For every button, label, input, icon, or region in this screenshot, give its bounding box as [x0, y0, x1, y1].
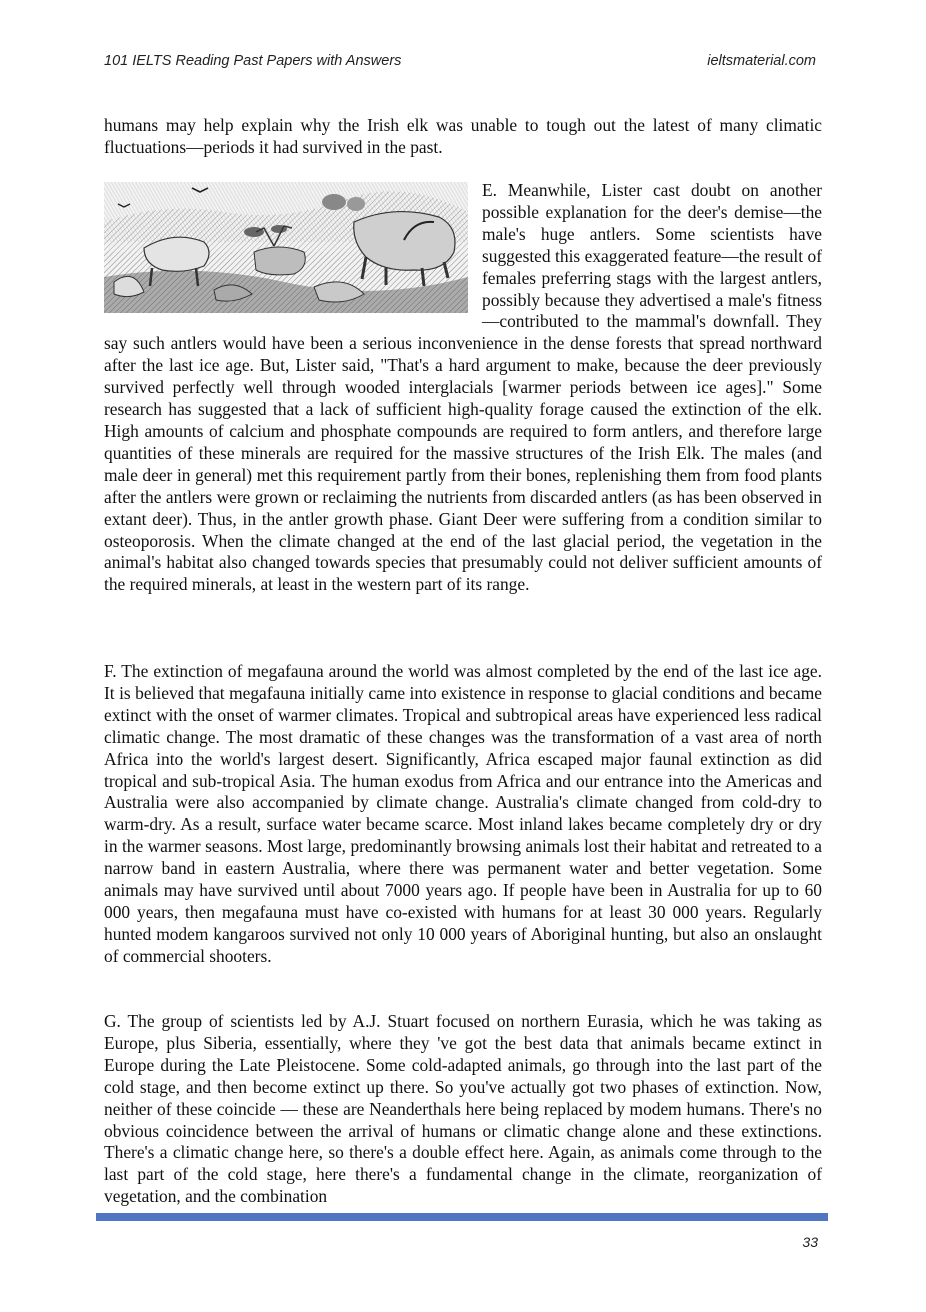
- paragraph-f: F. The extinction of megafauna around the world was almost completed by the end of the last ice age. It is believed that megafauna initially came into existence in response to glacial conditions and became extinct with the onset of warmer climates. Tropical and subtropical areas have experienced less radical climatic change. The most dramatic of these changes was the transformation of a vast area of north Africa into the world's largest desert. Significantly, Africa escaped major faunal extinction as did tropical and sub-tropical Asia. The human exodus from Africa and our entrance into the Americas and Australia were also accompanied by climate change. Australia's climate changed from cold-dry to warm-dry. As a result, surface water became scarce. Most inland lakes became completely dry or dry in the warmer seasons. Most large, predominantly browsing animals lost their habitat and retreated to a narrow band in eastern Australia, where there was permanent water and better vegetation. Some animals may have survived until about 7000 years ago. If people have been in Australia for up to 60 000 years, then megafauna must have co-existed with humans for at least 30 000 years. Regularly hunted modem kangaroos survived not only 10 000 years of Aboriginal hunting, but also an onslaught of commercial shooters.: [104, 661, 822, 966]
- paragraph-continuation: humans may help explain why the Irish elk was unable to tough out the latest of many climatic fluctuations—periods it had survived in the past.: [104, 115, 822, 157]
- page-number: 33: [802, 1234, 818, 1250]
- footer-rule: [96, 1213, 828, 1221]
- paragraph-e: E. Meanwhile, Lister cast doubt on another possible explanation for the deer's demise—the male's huge antlers. Some scientists have suggested this exaggerated feature—the result of females preferring stags with the largest antlers, possibly because they advertised a male's fitness —contributed to the mammal's downfall. They say such antlers would have been a serious inconvenience in the dense forests that spread northward after the last ice age. But, Lister said, "That's a hard argument to make, because the deer previously survived perfectly well through wooded interglacials [warmer periods between ice ages]." Some research has suggested that a lack of sufficient high-quality forage caused the extinction of the elk. High amounts of calcium and phosphate compounds are required to form antlers, and therefore large quantities of these minerals are required for the massive structures of the Irish Elk. The males (and male deer in general) met this requirement partly from their bones, replenishing them from food plants after the antlers were grown or reclaiming the nutrients from discarded antlers (as has been observed in extant deer). Thus, in the antler growth phase. Giant Deer were suffering from a condition similar to osteoporosis. When the climate changed at the end of the last glacial period, the vegetation in the animal's habitat also changed towards species that presumably could not deliver sufficient amounts of the required minerals, at least in the western part of its range.: [104, 180, 822, 595]
- megafauna-illustration: [104, 182, 468, 313]
- paragraph-e-block: [104, 180, 822, 596]
- header-site: ieltsmaterial.com: [707, 53, 816, 69]
- header-title: 101 IELTS Reading Past Papers with Answers: [104, 53, 402, 69]
- paragraph-g: G. The group of scientists led by A.J. Stuart focused on northern Eurasia, which he was taking as Europe, plus Siberia, essentially, where they 've got the best data that animals became extinct in Europe during the Late Pleistocene. Some cold-adapted animals, go through into the last part of the cold stage, and then become extinct up there. So you've actually got two phases of extinction. Now, neither of these coincide — these are Neanderthals here being replaced by modem humans. There's no obvious coincidence between the arrival of humans or climatic change alone and these extinctions. There's a climatic change here, so there's a double effect here. Again, as animals come through to the last part of the cold stage, here there's a fundamental change in the climate, reorganization of vegetation, and the combination: [104, 1011, 822, 1207]
